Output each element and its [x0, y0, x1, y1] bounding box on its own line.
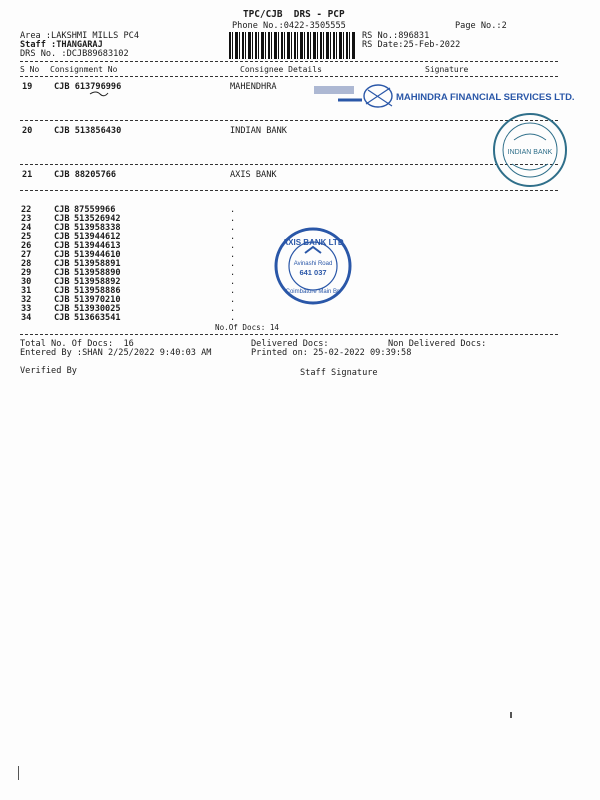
no-of-docs: No.Of Docs: 14 — [215, 323, 280, 332]
row-19-sno: 19 — [22, 82, 33, 92]
list-item: 34 CJB 513663541 . — [21, 313, 236, 323]
entered-by: Entered By :SHAN 2/25/2022 9:40:03 AM — [20, 348, 212, 358]
total-docs: Total No. Of Docs: 16 — [20, 339, 134, 349]
indian-bank-seal — [490, 110, 570, 190]
svg-text:AXIS BANK LTD: AXIS BANK LTD — [282, 238, 344, 247]
page-number: Page No.:2 — [455, 21, 507, 31]
document-title: TPC/CJB DRS - PCP — [243, 9, 345, 20]
svg-text:INDIAN BANK: INDIAN BANK — [507, 149, 553, 156]
list-item: 27 CJB 513944610 . — [21, 250, 236, 260]
svg-text:Avinashi Road: Avinashi Road — [293, 261, 333, 267]
row-21-consignment: CJB 88205766 — [54, 170, 117, 180]
list-item: 28 CJB 513958891 . — [21, 259, 236, 269]
list-item: 23 CJB 513526942 . — [21, 214, 236, 224]
rs-date: RS Date:25-Feb-2022 — [362, 40, 461, 50]
footer-divider — [20, 334, 558, 335]
list-item: 22 CJB 87559966 . — [21, 205, 236, 215]
handwritten-mark — [88, 88, 110, 98]
row-divider — [20, 120, 558, 121]
list-item: 26 CJB 513944613 . — [21, 241, 236, 251]
row-19-consignment: CJB 613796996 — [54, 82, 122, 92]
rs-number: RS No.:896831 — [362, 31, 430, 41]
list-item: 25 CJB 513944612 . — [21, 232, 236, 242]
staff-field: Staff :THANGARAJ — [20, 40, 103, 50]
list-item: 30 CJB 513958892 . — [21, 277, 236, 287]
area-field: Area :LAKSHMI MILLS PC4 — [20, 31, 139, 41]
row-19-consignee: MAHENDHRA — [230, 82, 277, 92]
list-item: 33 CJB 513930025 . — [21, 304, 236, 314]
list-item: 29 CJB 513958890 . — [21, 268, 236, 278]
staff-signature: Staff Signature — [300, 368, 378, 378]
row-divider — [20, 190, 558, 191]
col-consignment: Consignment No — [50, 65, 118, 74]
scan-speck — [18, 766, 19, 780]
list-item: 32 CJB 513970210 . — [21, 295, 236, 305]
verified-by: Verified By — [20, 366, 77, 376]
col-signature: Signature — [425, 65, 469, 74]
row-20-sno: 20 — [22, 126, 33, 136]
column-divider — [20, 76, 558, 77]
list-item: 24 CJB 513958338 . — [21, 223, 236, 233]
row-20-consignment: CJB 513856430 — [54, 126, 122, 136]
row-21-sno: 21 — [22, 170, 33, 180]
svg-text:Coimbatore Main Br.: Coimbatore Main Br. — [285, 289, 341, 295]
row-20-consignee: INDIAN BANK — [230, 126, 287, 136]
delivered-docs: Delivered Docs: — [251, 339, 329, 349]
row-21-consignee: AXIS BANK — [230, 170, 277, 180]
list-item: 31 CJB 513958886 . — [21, 286, 236, 296]
axis-bank-seal — [272, 225, 354, 307]
svg-text:641 037: 641 037 — [299, 268, 327, 277]
row-divider — [20, 164, 558, 165]
phone-number: Phone No.:0422-3505555 — [232, 21, 346, 31]
non-delivered-docs: Non Delivered Docs: — [388, 339, 487, 349]
drs-number: DRS No. :DCJB89683102 — [20, 49, 129, 59]
scan-speck — [510, 712, 512, 718]
col-consignee: Consignee Details — [240, 65, 322, 74]
svg-text:MAHINDRA FINANCIAL SERVICES LT: MAHINDRA FINANCIAL SERVICES LTD. — [396, 92, 575, 103]
barcode — [229, 32, 355, 59]
col-s-no: S No — [20, 65, 40, 74]
header-divider — [20, 61, 558, 62]
printed-on: Printed on: 25-02-2022 09:39:58 — [251, 348, 412, 358]
